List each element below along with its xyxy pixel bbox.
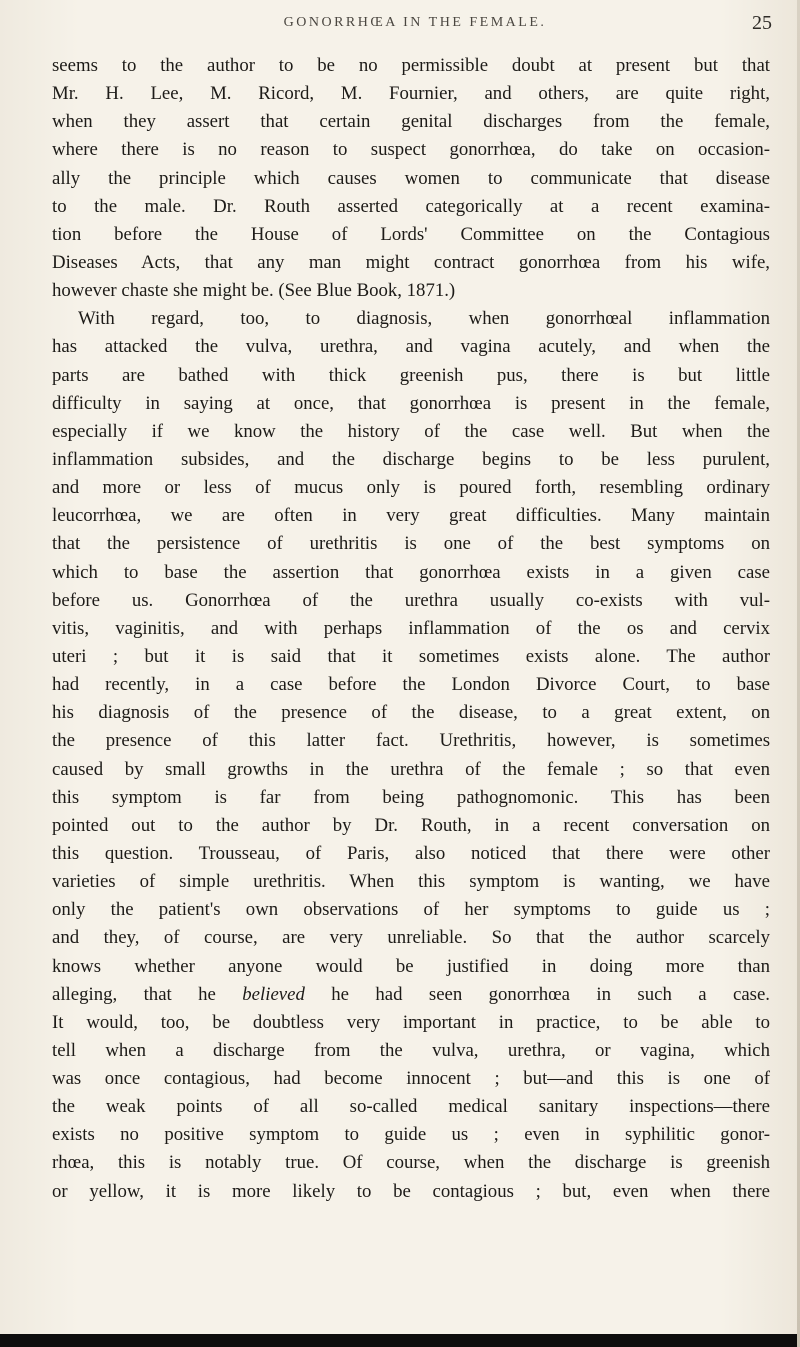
text-line: With regard, too, to diagnosis, when gonorrhœal inflammation: [78, 308, 770, 330]
text-line: the weak points of all so-called medical sanitary inspections—there: [52, 1096, 770, 1118]
text-line: knows whether anyone would be justified in doing more than: [52, 955, 770, 977]
text-line: the presence of this latter fact. Urethritis, however, is sometimes: [52, 730, 770, 752]
text-line: before us. Gonorrhœa of the urethra usually co-exists with vul-: [52, 589, 770, 611]
running-head: [0, 10, 800, 38]
text-line: difficulty in saying at once, that gonorrhœa is present in the female,: [52, 392, 770, 414]
text-line: Diseases Acts, that any man might contract gonorrhœa from his wife,: [52, 251, 770, 273]
text-line: his diagnosis of the presence of the disease, to a great extent, on: [52, 702, 770, 724]
text-line: however chaste she might be. (See Blue Book, 1871.): [52, 280, 456, 302]
text-line: parts are bathed with thick greenish pus, there is but little: [52, 364, 770, 386]
text-line: caused by small growths in the urethra of the female ; so that even: [52, 758, 770, 780]
text-line: to the male. Dr. Routh asserted categorically at a recent examina-: [52, 195, 770, 217]
body-text: [52, 52, 770, 1206]
text-line: varieties of simple urethritis. When this symptom is wanting, we have: [52, 871, 770, 893]
text-line: inflammation subsides, and the discharge begins to be less purulent,: [52, 448, 770, 470]
text-line: or yellow, it is more likely to be contagious ; but, even when there: [52, 1180, 770, 1202]
page-number: 25: [752, 12, 772, 34]
text-line: had recently, in a case before the London Divorce Court, to base: [52, 674, 770, 696]
text-line: and they, of course, are very unreliable. So that the author scarcely: [52, 927, 770, 949]
text-line: seems to the author to be no permissible doubt at present but that: [52, 55, 770, 76]
text-line: alleging, that he believed he had seen gonorrhœa in such a case.: [52, 983, 770, 1005]
text-line: where there is no reason to suspect gonorrhœa, do take on occasion-: [52, 139, 770, 161]
text-line: was once contagious, had become innocent ; but—and this is one of: [52, 1068, 770, 1090]
text-line: has attacked the vulva, urethra, and vagina acutely, and when the: [52, 336, 770, 358]
text-line: that the persistence of urethritis is one of the best symptoms on: [52, 533, 770, 555]
text-line: especially if we know the history of the case well. But when the: [52, 420, 770, 442]
text-line: ally the principle which causes women to communicate that disease: [52, 167, 770, 189]
text-line: pointed out to the author by Dr. Routh, in a recent conversation on: [52, 814, 770, 836]
running-title: GONORRHŒA IN THE FEMALE.: [283, 15, 547, 30]
text-line: tell when a discharge from the vulva, urethra, or vagina, which: [52, 1039, 770, 1061]
text-line: tion before the House of Lords' Committee on the Contagious: [52, 223, 770, 245]
text-line: Mr. H. Lee, M. Ricord, M. Fournier, and others, are quite right,: [52, 83, 770, 105]
scan-bottom-edge: [0, 1334, 800, 1347]
text-line: and more or less of mucus only is poured forth, resembling ordinary: [52, 477, 770, 499]
text-line: this question. Trousseau, of Paris, also noticed that there were other: [52, 842, 770, 864]
text-line: exists no positive symptom to guide us ; even in syphilitic gonor-: [52, 1124, 770, 1146]
text-line: which to base the assertion that gonorrhœa exists in a given case: [52, 561, 770, 583]
text-line: vitis, vaginitis, and with perhaps inflammation of the os and cervix: [52, 617, 770, 639]
text-line: only the patient's own observations of her symptoms to guide us ;: [52, 899, 770, 921]
text-line: It would, too, be doubtless very important in practice, to be able to: [52, 1011, 770, 1033]
text-line: leucorrhœa, we are often in very great difficulties. Many maintain: [52, 505, 770, 527]
text-line: rhœa, this is notably true. Of course, when the discharge is greenish: [52, 1152, 770, 1174]
text-line: when they assert that certain genital discharges from the female,: [52, 111, 770, 133]
text-line: this symptom is far from being pathognomonic. This has been: [52, 786, 770, 808]
text-line: uteri ; but it is said that it sometimes exists alone. The author: [52, 645, 770, 667]
